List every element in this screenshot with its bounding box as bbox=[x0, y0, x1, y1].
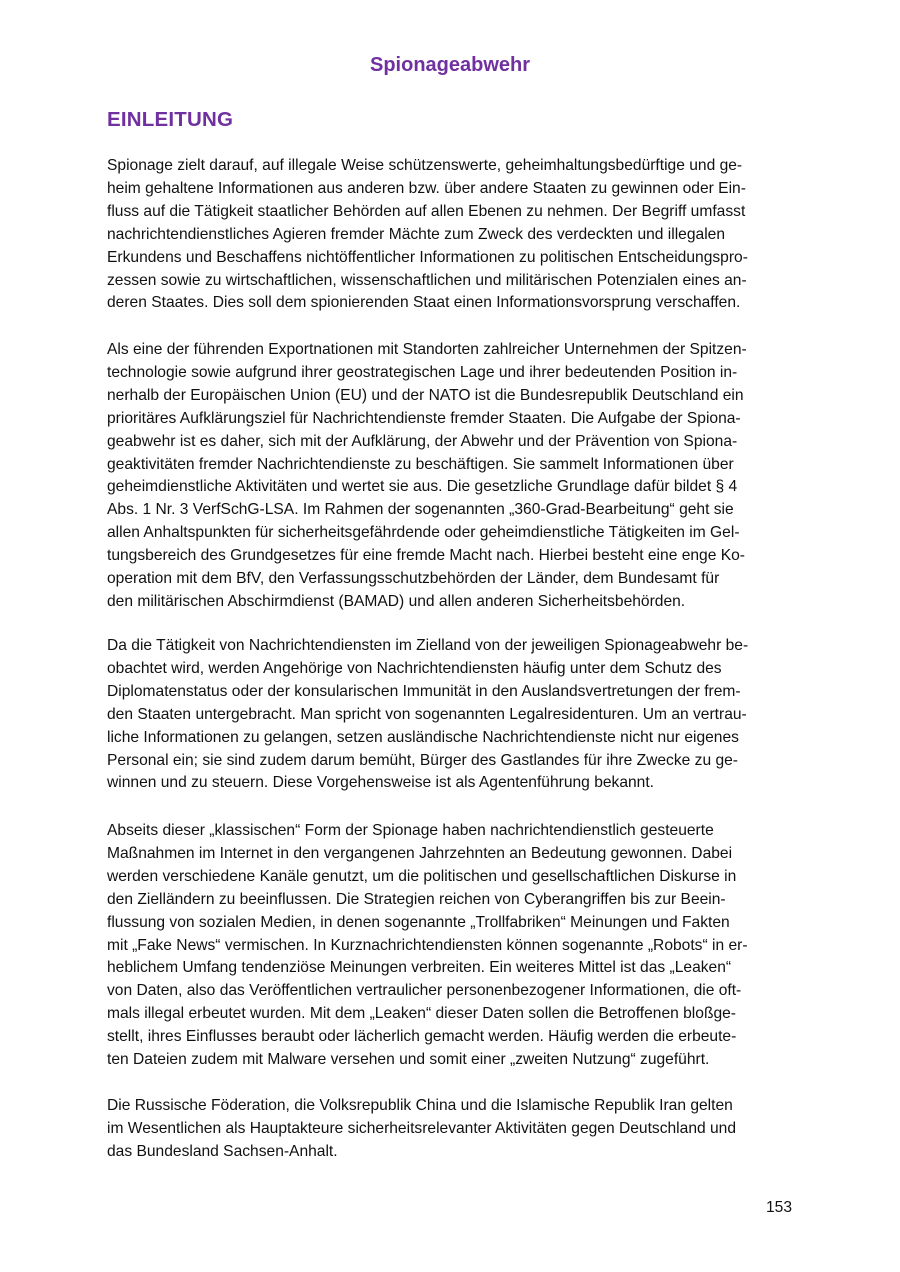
text-line: Die Russische Föderation, die Volksrepublik China und die Islamische Republik Iran gelten bbox=[107, 1097, 733, 1114]
text-line: Als eine der führenden Exportnationen mit Standorten zahlreicher Unternehmen der Spitzen- bbox=[107, 341, 747, 358]
text-line: werden verschiedene Kanäle genutzt, um die politischen und gesellschaftlichen Diskurse in bbox=[107, 867, 737, 885]
paragraph bbox=[107, 339, 807, 614]
text-line: den Staaten untergebracht. Man spricht von sogenannten Legalresidenturen. Um an vertrau- bbox=[107, 705, 747, 723]
text-line: das Bundesland Sachsen-Anhalt. bbox=[107, 1142, 338, 1160]
text-line: stellt, ihres Einflusses beraubt oder lächerlich gemacht werden. Häufig werden die erbeute- bbox=[107, 1028, 737, 1046]
paragraph bbox=[107, 155, 807, 315]
text-line: heblichem Umfang tendenziöse Meinungen verbreiten. Ein weiteres Mittel ist das „Leaken“ bbox=[107, 959, 732, 977]
text-line: Spionage zielt darauf, auf illegale Weise schützenswerte, geheimhaltungsbedürftige und ge- bbox=[107, 157, 743, 174]
paragraph bbox=[107, 635, 807, 795]
text-line: den Zielländern zu beeinflussen. Die Strategien reichen von Cyberangriffen bis zur Beein- bbox=[107, 890, 726, 908]
text-line: im Wesentlichen als Hauptakteure sicherheitsrelevanter Aktivitäten gegen Deutschland und bbox=[107, 1119, 737, 1137]
text-line: ten Dateien zudem mit Malware versehen und somit einer „zweiten Nutzung“ zugeführt. bbox=[107, 1051, 710, 1069]
text-line: heim gehaltene Informationen aus anderen bzw. über andere Staaten zu gewinnen oder Ein- bbox=[107, 179, 746, 197]
text-line: mit „Fake News“ vermischen. In Kurznachrichtendiensten können sogenannte „Robots“ in er- bbox=[107, 936, 748, 954]
text-line: den militärischen Abschirmdienst (BAMAD) und allen anderen Sicherheitsbehörden. bbox=[107, 592, 686, 610]
text-line: obachtet wird, werden Angehörige von Nachrichtendiensten häufig unter dem Schutz des bbox=[107, 659, 722, 677]
text-line: technologie sowie aufgrund ihrer geostrategischen Lage und ihrer bedeutenden Position in- bbox=[107, 363, 738, 381]
section-heading: EINLEITUNG bbox=[107, 108, 234, 131]
paragraph bbox=[107, 1095, 807, 1164]
text-line: Maßnahmen im Internet in den vergangenen Jahrzehnten an Bedeutung gewonnen. Dabei bbox=[107, 844, 733, 862]
text-line: Abseits dieser „klassischen“ Form der Spionage haben nachrichtendienstlich gesteuerte bbox=[107, 822, 714, 839]
text-line: liche Informationen zu gelangen, setzen ausländische Nachrichtendienste nicht nur eigenes bbox=[107, 728, 739, 746]
text-line: mals illegal erbeutet wurden. Mit dem „Leaken“ dieser Daten sollen die Betroffenen bloßge- bbox=[107, 1005, 737, 1023]
page-number: 153 bbox=[766, 1199, 793, 1216]
text-line: nerhalb der Europäischen Union (EU) und der NATO ist die Bundesrepublik Deutschland ein bbox=[107, 386, 744, 404]
page-title: Spionageabwehr bbox=[369, 54, 531, 76]
text-line: prioritäres Aufklärungsziel für Nachrichtendienste fremder Staaten. Die Aufgabe der Spiona- bbox=[107, 409, 741, 427]
text-line: Abs. 1 Nr. 3 VerfSchG-LSA. Im Rahmen der sogenannten „360-Grad-Bearbeitung“ geht sie bbox=[107, 501, 734, 519]
text-line: nachrichtendienstliches Agieren fremder Mächte zum Zweck des verdeckten und illegalen bbox=[107, 225, 726, 243]
text-line: allen Anhaltspunkten für sicherheitsgefährdende oder geheimdienstliche Tätigkeiten im Gel- bbox=[107, 524, 740, 542]
paragraph bbox=[107, 820, 807, 1072]
text-line: flussung von sozialen Medien, in denen sogenannte „Trollfabriken“ Meinungen und Fakten bbox=[107, 913, 730, 931]
text-line: von Daten, also das Veröffentlichen vertraulicher personenbezogener Informationen, die oft- bbox=[107, 982, 742, 1000]
text-line: zessen sowie zu wirtschaftlichen, wissenschaftlichen und militärischen Potenzialen eines an- bbox=[107, 271, 747, 289]
text-line: Erkundens und Beschaffens nichtöffentlicher Informationen zu politischen Entscheidungspro- bbox=[107, 248, 748, 266]
text-line: geheimdienstliche Aktivitäten und wertet sie aus. Die gesetzliche Grundlage dafür bildet § 4 bbox=[107, 478, 738, 496]
text-line: geaktivitäten fremder Nachrichtendienste zu beschäftigen. Sie sammelt Informationen über bbox=[107, 455, 734, 473]
text-line: operation mit dem BfV, den Verfassungsschutzbehörden der Länder, dem Bundesamt für bbox=[107, 570, 720, 588]
text-line: Personal ein; sie sind zudem darum bemüht, Bürger des Gastlandes für ihre Zwecke zu ge- bbox=[107, 751, 738, 769]
text-line: winnen und zu steuern. Diese Vorgehensweise ist als Agentenführung bekannt. bbox=[107, 774, 655, 792]
text-line: deren Staates. Dies soll dem spionierenden Staat einen Informationsvorsprung verschaffen. bbox=[107, 294, 741, 312]
text-line: tungsbereich des Grundgesetzes für eine fremde Macht nach. Hierbei besteht eine enge Ko- bbox=[107, 547, 745, 565]
text-line: geabwehr ist es daher, sich mit der Aufklärung, der Abwehr und der Prävention von Spiona- bbox=[107, 432, 738, 450]
text-line: Da die Tätigkeit von Nachrichtendiensten im Zielland von der jeweiligen Spionageabwehr be- bbox=[107, 637, 749, 654]
text-line: fluss auf die Tätigkeit staatlicher Behörden auf allen Ebenen zu nehmen. Der Begriff umfasst bbox=[107, 202, 746, 220]
text-line: Diplomatenstatus oder der konsularischen Immunität in den Auslandsvertretungen der frem- bbox=[107, 682, 741, 700]
